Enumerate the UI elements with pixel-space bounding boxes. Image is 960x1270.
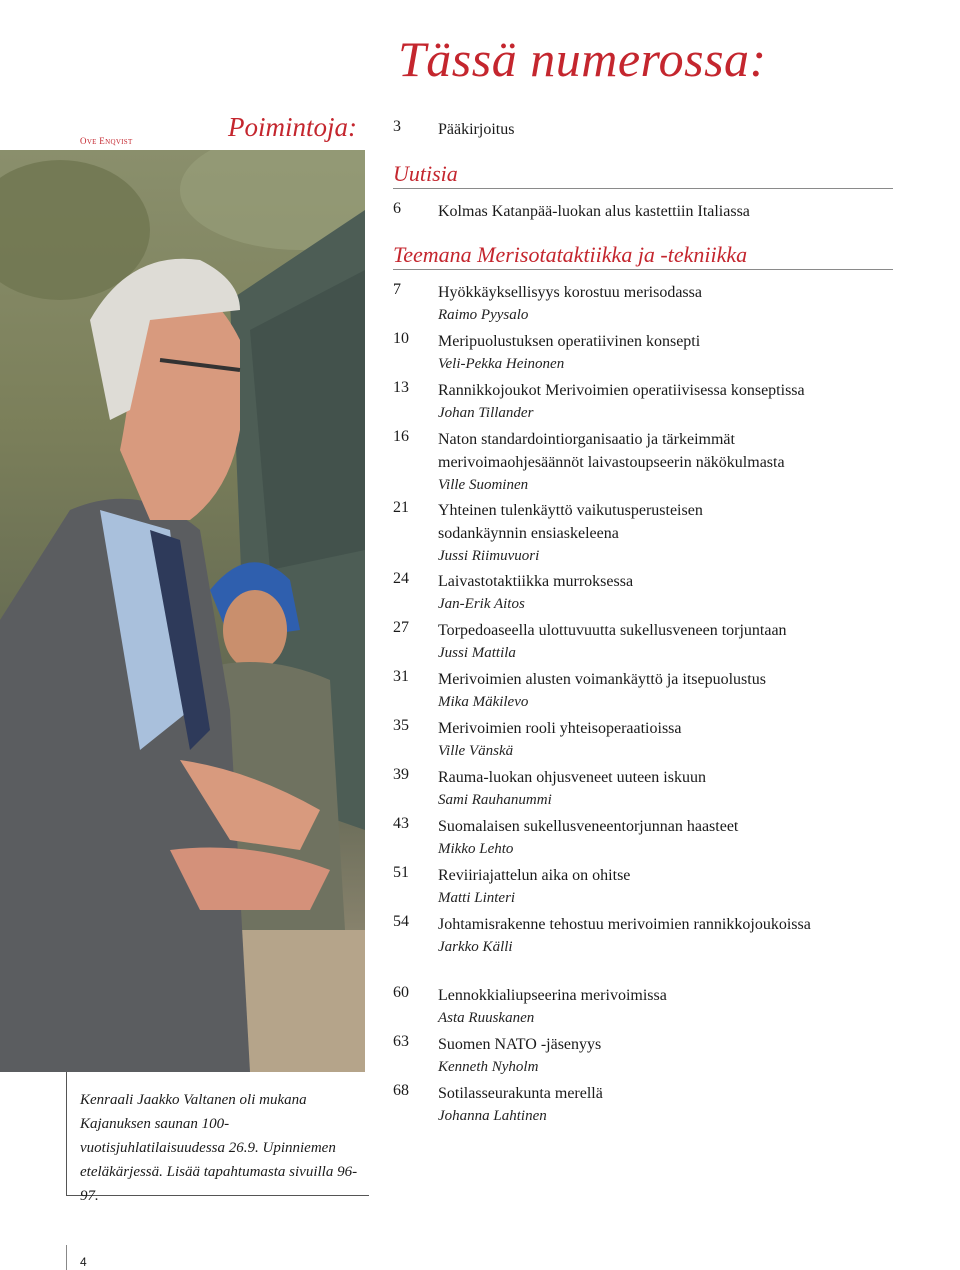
toc-title: Suomen NATO -jäsenyys xyxy=(438,1036,602,1053)
toc-title: Sotilasseurakunta merellä xyxy=(438,1085,603,1102)
toc-author: Veli-Pekka Heinonen xyxy=(438,356,565,372)
toc-author: Sami Rauhanummi xyxy=(438,792,552,808)
toc-page-number: 68 xyxy=(393,1082,409,1099)
toc-page-number: 27 xyxy=(393,619,409,636)
section-heading-theme: Teemana Merisotataktiikka ja -tekniikka xyxy=(393,242,893,270)
toc-title: Rannikkojoukot Merivoimien operatiivisessa konseptissa xyxy=(438,382,805,399)
toc-author: Asta Ruuskanen xyxy=(438,1010,535,1026)
toc-title: Merivoimien rooli yhteisoperaatioissa xyxy=(438,720,682,737)
toc-page-number: 54 xyxy=(393,913,409,930)
toc-page-number: 3 xyxy=(393,118,401,135)
toc-title: Suomalaisen sukellusveneentorjunnan haasteet xyxy=(438,818,739,835)
toc-author: Matti Linteri xyxy=(438,890,516,906)
toc-title: Rauma-luokan ohjusveneet uuteen iskuun xyxy=(438,769,706,786)
toc-title: Lennokkialiupseerina merivoimissa xyxy=(438,987,667,1004)
toc-page-number: 63 xyxy=(393,1033,409,1050)
toc-author: Mikko Lehto xyxy=(438,841,514,857)
toc-page-number: 7 xyxy=(393,281,401,298)
toc-author: Ville Suominen xyxy=(438,477,529,493)
toc-author: Jussi Riimuvuori xyxy=(438,548,540,564)
featured-photo xyxy=(0,150,365,1072)
photo-caption: Kenraali Jaakko Valtanen oli mukana Kajanuksen saunan 100-vuotisjuhlatilaisuudessa 26.9. Upinniemen eteläkärjessä. Lisää tapahtumasta sivuilla 96-97. xyxy=(80,1092,358,1204)
toc-author: Jussi Mattila xyxy=(438,645,516,661)
toc-author: Ville Vänskä xyxy=(438,743,514,759)
toc-title: Yhteinen tulenkäyttö vaikutusperusteisen sodankäynnin ensiaskeleena xyxy=(438,502,703,542)
toc-page-number: 39 xyxy=(393,766,409,783)
toc-page-number: 6 xyxy=(393,200,401,217)
toc-title: Pääkirjoitus xyxy=(438,121,515,138)
toc-page-number: 24 xyxy=(393,570,409,587)
toc-title: Merivoimien alusten voimankäyttö ja itsepuolustus xyxy=(438,671,766,688)
toc-title: Johtamisrakenne tehostuu merivoimien rannikkojoukoissa xyxy=(438,916,811,933)
toc-author: Johan Tillander xyxy=(438,405,534,421)
toc-page-number: 16 xyxy=(393,428,409,445)
toc-page-number: 31 xyxy=(393,668,409,685)
toc-title: Kolmas Katanpää-luokan alus kastettiin Italiassa xyxy=(438,203,750,220)
toc-page-number: 13 xyxy=(393,379,409,396)
toc-author: Jan-Erik Aitos xyxy=(438,596,525,612)
toc-title: Naton standardointiorganisaatio ja tärkeimmät merivoimaohjesäännöt laivastoupseerin näkökulmasta xyxy=(438,431,785,471)
toc-author: Mika Mäkilevo xyxy=(438,694,529,710)
page-number-rule xyxy=(66,1245,67,1270)
toc-page-number: 43 xyxy=(393,815,409,832)
page-title: Tässä numerossa: xyxy=(398,31,767,87)
toc-title: Hyökkäyksellisyys korostuu merisodassa xyxy=(438,284,702,301)
photo-credit: OVE ENQVIST xyxy=(80,136,133,146)
toc-title: Torpedoaseella ulottuvuutta sukellusveneen torjuntaan xyxy=(438,622,787,639)
toc-author: Kenneth Nyholm xyxy=(438,1059,539,1075)
toc-title: Laivastotaktiikka murroksessa xyxy=(438,573,634,590)
toc-page-number: 51 xyxy=(393,864,409,881)
section-heading-news: Uutisia xyxy=(393,161,893,189)
picks-label: Poimintoja: xyxy=(228,112,357,142)
toc-title: Meripuolustuksen operatiivinen konsepti xyxy=(438,333,701,350)
toc-author: Raimo Pyysalo xyxy=(438,307,529,323)
toc-page-number: 60 xyxy=(393,984,409,1001)
toc-author: Johanna Lahtinen xyxy=(438,1108,547,1124)
page-number: 4 xyxy=(80,1255,87,1269)
toc-author: Jarkko Källi xyxy=(438,939,513,955)
toc-page-number: 10 xyxy=(393,330,409,347)
toc-page-number: 21 xyxy=(393,499,409,516)
toc-page-number: 35 xyxy=(393,717,409,734)
toc-title: Reviiriajattelun aika on ohitse xyxy=(438,867,631,884)
